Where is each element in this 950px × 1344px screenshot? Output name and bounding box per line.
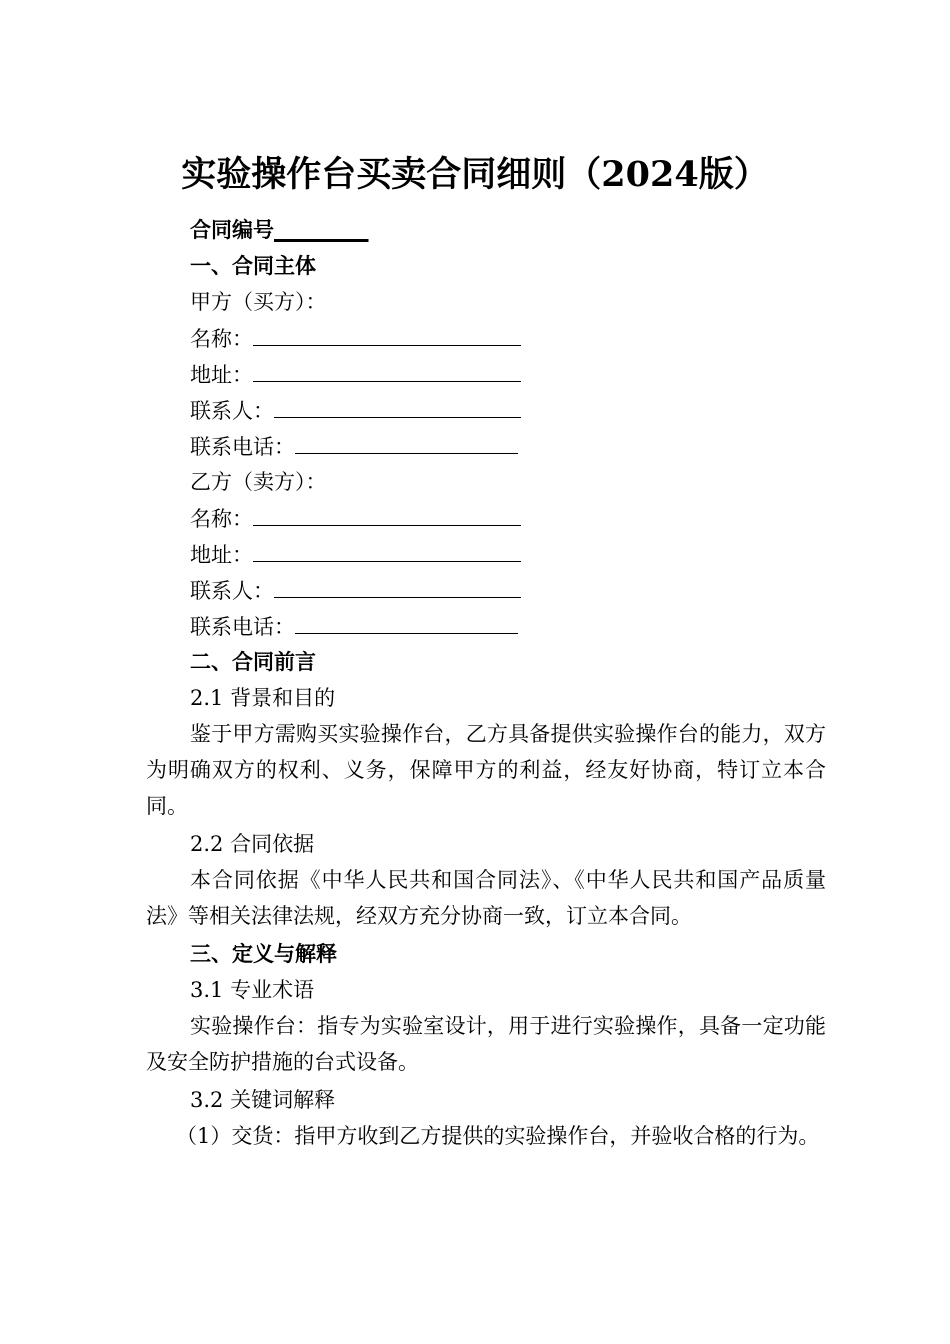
party-b-contact-label: 联系人： [190, 579, 274, 603]
section-2-1-heading: 2.1 背景和目的 [190, 686, 336, 710]
party-a-address-row [190, 359, 521, 390]
party-a-address-blank[interactable] [253, 359, 521, 382]
section-3-2-paragraph: （1）交货：指甲方收到乙方提供的实验操作台，并验收合格的行为。 [176, 1124, 820, 1148]
party-a-address-label: 地址： [190, 363, 253, 387]
section-3-1-paragraph: 实验操作台：指专为实验室设计，用于进行实验操作，具备一定功能及安全防护措施的台式设备。 [146, 1014, 826, 1074]
party-b-address-blank[interactable] [253, 539, 521, 562]
party-b-contact-row [190, 575, 521, 606]
party-a-contact-blank[interactable] [274, 395, 521, 418]
section-3-2-heading: 3.2 关键词解释 [190, 1088, 336, 1112]
party-a-name-label: 名称： [190, 327, 253, 351]
party-a-name-row [190, 323, 521, 354]
party-a-label: 甲方（买方）： [190, 290, 327, 314]
party-b-label: 乙方（卖方）： [190, 470, 327, 494]
section-2-heading: 二、合同前言 [190, 649, 316, 674]
party-b-contact-blank[interactable] [274, 575, 521, 598]
party-a-phone-blank[interactable] [295, 431, 518, 454]
party-a-contact-row [190, 395, 521, 426]
party-b-phone-label: 联系电话： [190, 615, 295, 639]
section-2-2-paragraph: 本合同依据《中华人民共和国合同法》、《中华人民共和国产品质量法》等相关法律法规，经双方充分协商一致，订立本合同。 [146, 868, 826, 928]
contract-number-line [190, 215, 369, 245]
contract-number-label: 合同编号 [190, 217, 274, 242]
party-b-name-blank[interactable] [253, 503, 521, 526]
party-b-phone-blank[interactable] [295, 611, 518, 634]
section-1-heading: 一、合同主体 [190, 253, 316, 278]
party-b-address-row [190, 539, 521, 570]
contract-number-blank: _________ [274, 217, 369, 242]
party-a-name-blank[interactable] [253, 323, 521, 346]
party-b-address-label: 地址： [190, 543, 253, 567]
section-2-1-paragraph: 鉴于甲方需购买实验操作台，乙方具备提供实验操作台的能力，双方为明确双方的权利、义务，保障甲方的利益，经友好协商，特订立本合同。 [146, 722, 826, 818]
section-2-2-heading: 2.2 合同依据 [190, 832, 315, 856]
party-b-phone-row [190, 611, 518, 642]
section-3-heading: 三、定义与解释 [190, 941, 337, 966]
section-3-1-heading: 3.1 专业术语 [190, 978, 315, 1002]
party-a-phone-row [190, 431, 518, 462]
party-a-phone-label: 联系电话： [190, 435, 295, 459]
party-b-name-row [190, 503, 521, 534]
document-title: 实验操作台买卖合同细则（2024版） [181, 154, 769, 195]
party-a-contact-label: 联系人： [190, 399, 274, 423]
party-b-name-label: 名称： [190, 507, 253, 531]
